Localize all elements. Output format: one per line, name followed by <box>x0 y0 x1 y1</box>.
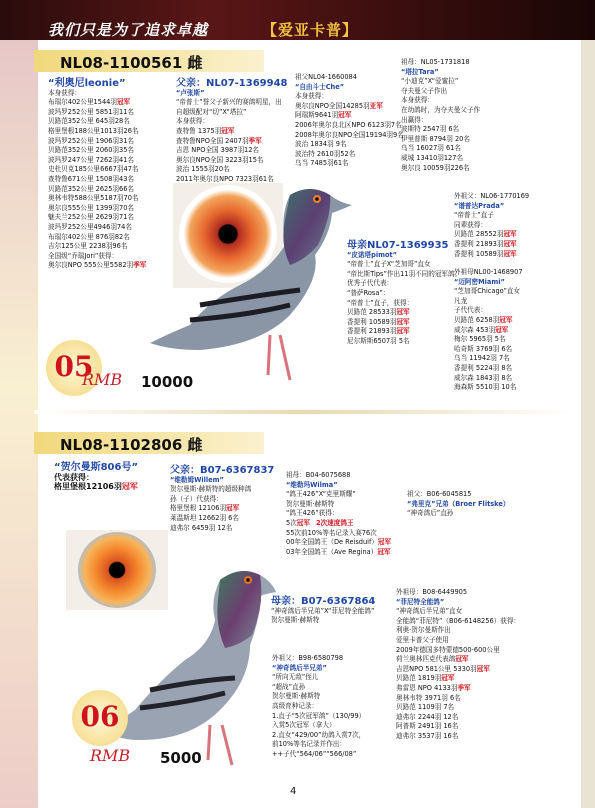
father-name: “卢张斯” <box>176 88 205 97</box>
record-text: 波治 1555羽20名 <box>176 165 230 174</box>
mother-sub2: “帝普士”直子，获得： <box>347 298 414 307</box>
record-text: 威城 13410羽127名 <box>401 153 464 162</box>
b2-mgf-desc: “所向无敌”侄儿 <box>272 673 319 682</box>
left-decoration <box>0 40 38 808</box>
ring-band-1 <box>34 50 264 72</box>
b2-gm-name: “弗里克”兄弟（Broer Flitske） <box>407 499 510 508</box>
currency-label-2: RMB <box>90 746 131 765</box>
record-text: 尼尔斯斯6507羽 5名 <box>347 336 410 345</box>
father-title: 父亲：NL07-1369948 <box>176 78 288 89</box>
mgm-wins-list <box>454 316 523 393</box>
record-line <box>396 665 520 675</box>
record-text: 贝路范352公里 2625羽66名 <box>48 184 135 193</box>
b2-father-wins-list <box>170 504 274 533</box>
record-text: 波玛罗252公里4946羽74名 <box>48 222 132 231</box>
record-text: 查特鲁 1375羽 <box>176 126 222 135</box>
bird1-father <box>176 79 288 185</box>
record-line <box>401 154 480 164</box>
price-2: 5000 <box>160 749 202 767</box>
record-rank: 冠军 <box>476 664 490 673</box>
record-text: 史杜贝克185公里6667羽47名 <box>48 165 139 174</box>
b2-father-desc: 贺尔曼斯·赫斯特的超级种鸽 <box>170 485 252 494</box>
record-line: 1.直子“5次冠军鸽”（130/99） <box>272 711 366 720</box>
record-line <box>454 230 529 240</box>
gf-title: 祖父NL04-1660084 <box>295 73 357 81</box>
record-line <box>295 111 404 121</box>
record-line <box>295 102 404 112</box>
record-text: 2008年奥尔良NPO全国19194羽9名 <box>295 130 404 139</box>
bird2-win: 格里堡根12106羽 <box>54 482 122 492</box>
record-text: 2006年奥尔良北区NPO 6123羽7名 <box>295 120 402 129</box>
record-rank: 冠军 <box>499 315 513 324</box>
record-text: 奥尔良NPO 555公里5582羽 <box>48 261 134 270</box>
record-line <box>454 364 523 374</box>
header-brand: 【爱亚卡普】 <box>262 21 359 39</box>
record-line <box>454 354 523 364</box>
record-line <box>401 135 480 145</box>
b2-father-title: 父亲：B07-6367837 <box>170 465 275 476</box>
record-line <box>48 233 146 243</box>
mother-title: 母亲NL07-1369935 <box>347 240 449 251</box>
bird2-maternal-grandmother <box>396 588 520 742</box>
lot-number-2: 06 <box>80 700 120 733</box>
record-rank: 冠军 <box>396 308 410 317</box>
bird2-info <box>54 463 138 492</box>
record-text: 香提利 21893羽 <box>454 239 504 248</box>
father-desc2: 自超级配对“切”X“塔拉” <box>176 107 247 116</box>
record-rank: 冠军 <box>503 239 517 248</box>
record-line <box>286 538 391 548</box>
b2-mgm-desc5: 2009年德国多特蒙德500-600公里 <box>396 645 500 654</box>
record-line <box>454 345 523 355</box>
father-desc: “帝普士”誉父子新兴的赛鸽明星，出 <box>176 98 282 107</box>
bird1-maternal-grandfather <box>454 192 529 259</box>
record-text: 奥尔良 10059羽226名 <box>401 163 470 172</box>
record-text: 贝路范 28533羽 <box>347 308 397 317</box>
gf-wins-label: 本身获得： <box>295 92 328 101</box>
record-line <box>48 117 146 127</box>
mgm-note: 凡龙 <box>454 296 468 305</box>
record-text: 波玛罗252公里 5851羽11名 <box>48 107 135 116</box>
record-rank: 亚军 <box>369 101 383 110</box>
mgm-title: 外祖母NL00-1468907 <box>454 268 523 276</box>
b2-mgf-lines <box>272 712 365 760</box>
record-line <box>401 144 480 154</box>
mgf-name: “谱普达Prada” <box>454 201 505 210</box>
record-text: 贝路范352公里 2060羽35名 <box>48 146 135 155</box>
record-text: 魅夫兰252公里 2629羽71名 <box>48 213 135 222</box>
record-rank: 冠军 <box>338 111 352 120</box>
record-text: 香提利 21893羽 <box>347 327 397 336</box>
record-text: 阿瑞斯9641羽 <box>295 111 339 120</box>
record-line: 2.直女“429/00”幼鸽入赏7次， <box>272 730 366 739</box>
record-rank: 冠军 <box>503 230 517 239</box>
record-line <box>396 722 520 732</box>
bird2-father <box>170 466 274 533</box>
record-line <box>295 150 404 160</box>
record-line <box>176 165 288 175</box>
father-wins-label: 本身获得： <box>176 117 209 126</box>
record-text: 查特鲁671公里 1508羽43名 <box>48 174 135 183</box>
record-text: 香提利 10589羽 <box>454 249 504 258</box>
record-rank: 冠军 <box>441 674 455 683</box>
b2-mgf-name: “神奇鸽后半兄弟” <box>272 663 327 672</box>
record-text: 5次 <box>286 518 297 527</box>
b2-gm-desc: “神奇鸽后”直孙 <box>407 509 454 518</box>
b2-mgm-desc3: 利奥·贺尔曼斯作出 <box>396 626 451 635</box>
bird1-info <box>48 79 146 271</box>
bird2-name: “贺尔曼斯806号” <box>54 462 139 473</box>
record-rank: 冠军 <box>377 547 391 556</box>
record-line <box>48 223 146 233</box>
b2-mother-desc2: 贺尔曼斯·赫斯特 <box>271 616 320 625</box>
bird2-grandmother <box>286 471 391 557</box>
gf-wins-list <box>295 102 404 169</box>
record-line <box>396 713 520 723</box>
b2-mgf-desc4: 高级育种记录： <box>272 701 319 710</box>
record-line <box>170 524 274 534</box>
record-text: 波治 1834羽 9名 <box>295 140 347 149</box>
gm-wins-label: 本身获得： <box>401 96 434 105</box>
record-text: 奥尔良555公里 1399羽70名 <box>48 203 135 212</box>
gm-name: “塔拉Tara” <box>401 67 439 76</box>
record-line <box>295 140 404 150</box>
record-text: 55次前10%等名记录入赛76次 <box>286 528 377 537</box>
record-text: 格里堡根 12106羽 <box>170 504 227 513</box>
bird2-win-rank: 冠军 <box>121 482 138 492</box>
right-margin <box>581 40 595 808</box>
record-line <box>170 504 274 514</box>
record-line <box>48 204 146 214</box>
record-text: 03年全国鸽王（Ave Regina） <box>286 547 378 556</box>
b2-gf-title: 祖母：B04-6075688 <box>286 471 351 479</box>
b2-mgm-desc6-rank: 冠军 <box>455 655 469 664</box>
gm-note3: 出赢得： <box>401 115 428 124</box>
bird2-wins-label: 代表获得： <box>54 472 94 482</box>
record-line <box>454 383 523 393</box>
record-line <box>176 127 288 137</box>
section-divider <box>34 410 579 414</box>
record-line <box>454 240 529 250</box>
bird2-grandfather <box>407 490 509 519</box>
record-text: 弗雷恩 NPO 4133羽 <box>396 683 458 692</box>
b2-mgm-desc4: 爱里卡普父子使用 <box>396 635 449 644</box>
record-rank: 季军 <box>133 261 147 270</box>
bird2-mother <box>271 597 375 626</box>
record-text: 波玛罗252公里 1906羽31名 <box>48 136 135 145</box>
record-line <box>286 519 391 529</box>
mgm-note2: 子代代表： <box>454 306 487 315</box>
record-text: 波斯特 2547羽 6名 <box>401 125 460 134</box>
mother-name: “皮诺塔pimot” <box>347 250 397 259</box>
bird1-grandfather <box>295 73 404 169</box>
record-line <box>48 98 146 108</box>
record-rank: 冠军 <box>116 98 131 107</box>
record-line <box>396 674 520 684</box>
record-line <box>347 327 461 337</box>
mgf-desc: “帝普士”直子 <box>454 211 494 220</box>
b2-mgm-desc6: 荷兰奥林匹克代表鸽 <box>396 655 456 664</box>
record-line <box>176 156 288 166</box>
record-rank: 冠军 <box>396 327 410 336</box>
record-line: ++子代“564/06”“566/08” <box>272 749 357 758</box>
record-line <box>454 326 523 336</box>
b2-mother-desc: “神奇鸽后半兄弟”X“菲尼特全能鸽” <box>271 606 375 615</box>
record-text: 00年全国鸽王（De Reisduif） <box>286 538 378 547</box>
currency-label-1: RMB <box>82 370 123 389</box>
b2-mgf-desc3: 贺尔曼斯·赫斯特 <box>272 692 321 701</box>
gm-wins-list <box>401 125 480 173</box>
mgf-wins-list <box>454 230 529 259</box>
record-text: 迪弗尔 3537羽 16名 <box>396 731 459 740</box>
record-line <box>176 146 288 156</box>
b2-gm-title: 祖父：B06-6045815 <box>407 490 472 498</box>
record-text: 波治特 2610羽52名 <box>295 149 356 158</box>
record-text: 全国级“乔瑞Jori”获得： <box>48 251 119 260</box>
bird1-grandmother <box>401 58 480 173</box>
record-line <box>48 146 146 156</box>
header-slogan: 我们只是为了追求卓越 <box>48 21 209 39</box>
record-text: 梅尔 5965羽 5名 <box>454 335 506 344</box>
record-line <box>396 694 520 704</box>
gm-note: 夺夫曼父子作出 <box>401 86 448 95</box>
lot-number-badge-2 <box>72 690 128 746</box>
record-text: 贝路范 6258羽 <box>454 315 500 324</box>
record-text: 2011年奥尔良NPO 7323羽61名 <box>176 174 274 183</box>
mother-wins-list <box>347 308 461 346</box>
record-line <box>454 374 523 384</box>
record-text: 莱温斯坦 12662羽 6名 <box>170 513 239 522</box>
record-line <box>48 175 146 185</box>
record-line: 入赏5次冠军（拿大） <box>272 721 336 730</box>
record-line <box>48 165 146 175</box>
b2-father-name: “维勒姆Willem” <box>170 475 224 484</box>
record-line <box>48 156 146 166</box>
record-line <box>454 335 523 345</box>
mother-note2: 优秀子代代表： <box>347 279 394 288</box>
b2-gf-desc2: 贺尔曼斯·赫斯特 <box>286 499 335 508</box>
b2-mgm-desc2: 全能鸽“菲尼特”（B06-6148256）获得： <box>396 616 521 625</box>
record-line <box>286 529 391 539</box>
record-text: 贝路范 28552羽 <box>454 230 504 239</box>
record-line <box>454 316 523 326</box>
record-rank: 冠军 <box>396 317 410 326</box>
record-line <box>286 548 391 558</box>
record-text: 香提利 10589羽 <box>347 317 397 326</box>
record-line <box>48 137 146 147</box>
record-text: 乌当 16027羽 61名 <box>401 144 461 153</box>
price-1: 10000 <box>141 373 194 391</box>
mgf-title: 外祖父：NL06-1770169 <box>454 192 530 200</box>
record-text: 布瑞尔402公里 876羽82名 <box>48 232 130 241</box>
record-text: 吉恩NPO 581公里 5330羽 <box>396 664 477 673</box>
record-text: 布瑞尔402公里1544羽 <box>48 98 117 107</box>
gf-name: “自由斗士Che” <box>295 82 345 91</box>
bird1-wins-list <box>48 98 146 271</box>
record-text: 威尔森 1843羽 8名 <box>454 373 513 382</box>
record-text: 乌当 11942羽 7名 <box>454 354 510 363</box>
record-text: 奥林韦特588公里5187羽70名 <box>48 194 139 203</box>
record-line <box>176 137 288 147</box>
record-line <box>48 242 146 252</box>
record-text: 迪弗尔 6459羽 12名 <box>170 523 233 532</box>
record-line <box>48 252 146 262</box>
lot-number-1: 05 <box>54 350 94 383</box>
b2-mgm-wins-list <box>396 665 520 742</box>
gm-desc: “小迪克”X“爱蜜拉” <box>401 77 459 86</box>
b2-gf-desc3: “鸽王426”获得： <box>286 509 339 518</box>
record-text: 乌当 7485羽61名 <box>295 159 349 168</box>
b2-mgf-title: 外祖父：B98-6580798 <box>272 654 344 662</box>
record-text: 贝路范 1819羽 <box>396 674 442 683</box>
b2-mother-title: 母亲：B07-6367864 <box>271 596 376 607</box>
record-text: 奥林韦特 3971羽 6名 <box>396 693 461 702</box>
record-line <box>347 337 461 347</box>
bird1-name: “利奥尼leonie” <box>48 78 126 89</box>
record-text: 阿普斯 2491羽 16名 <box>396 722 459 731</box>
record-rank: 冠军 <box>495 325 509 334</box>
record-line <box>48 213 146 223</box>
record-rank: 冠军 <box>226 504 240 513</box>
pigeon-photo-2 <box>100 560 300 770</box>
record-line <box>295 121 404 131</box>
record-line <box>48 185 146 195</box>
gm-title: 祖母：NL05-1731818 <box>401 58 470 66</box>
bird2-maternal-grandfather <box>272 654 365 760</box>
record-line <box>396 703 520 713</box>
record-text: 威尔森 453羽 <box>454 325 496 334</box>
pigeon-photo-1 <box>140 175 370 395</box>
b2-mgf-desc2: “超战”直孙 <box>272 682 306 691</box>
record-line <box>48 108 146 118</box>
b2-gf-desc: “鸽王426”X“克里斯耀” <box>286 490 356 499</box>
record-text: 迪弗尔 2244羽 12名 <box>396 712 459 721</box>
record-line <box>396 684 520 694</box>
ring-number-1: NL08-1100561 雌 <box>60 54 203 72</box>
record-text: 香提利 5224羽 8名 <box>454 363 513 372</box>
mgm-name: “迈阿密Miami” <box>454 277 505 286</box>
record-line <box>295 159 404 169</box>
record-rank: 季军 <box>248 136 262 145</box>
page-number: 4 <box>290 786 297 797</box>
record-rank: 季军 <box>457 683 471 692</box>
b2-gf-name: “维勒玛Wilma” <box>286 480 338 489</box>
record-line <box>347 308 461 318</box>
record-rank: 冠军 <box>221 126 235 135</box>
mother-note: “帝比斯Tips”作出11羽不同的冠军鸽。 <box>347 269 462 278</box>
record-line <box>454 250 529 260</box>
ring-number-2: NL08-1102806 雌 <box>60 436 203 454</box>
record-text: 哈奇斯 3769羽 6名 <box>454 344 513 353</box>
record-line <box>170 514 274 524</box>
mother-desc: “帝普士”直子X“芝加哥”直女 <box>347 260 431 269</box>
record-text: 贝路范 1109羽 7名 <box>396 703 455 712</box>
record-text: 奥尔良NPO全国 3223羽15名 <box>176 155 264 164</box>
record-rank: 冠军 <box>503 249 517 258</box>
record-text: 奥尔良NPO全国14285羽 <box>295 101 370 110</box>
record-text: 吉恩 NPO全国 3987羽12名 <box>176 146 260 155</box>
record-line <box>401 125 480 135</box>
b2-mgm-name: “菲尼特全能鸽” <box>396 597 445 606</box>
ring-band-2 <box>34 432 264 454</box>
mgf-note: 同辈获得： <box>454 220 487 229</box>
b2-mgm-title: 外祖母：B08-6449905 <box>396 588 468 596</box>
gm-note2: 在幼鸽时，为夺夫曼父子作 <box>401 105 481 114</box>
page-header <box>0 0 595 40</box>
record-text: 波玛罗247公里 7262羽41名 <box>48 155 135 164</box>
record-rank: 冠军 <box>377 538 392 547</box>
mgm-desc: “芝加哥Chicago”直女 <box>454 287 521 296</box>
record-line <box>401 164 480 174</box>
record-text: 查特鲁NPO全国 2407羽 <box>176 136 249 145</box>
record-line <box>396 732 520 742</box>
record-rank: 冠军 <box>296 518 310 527</box>
record-line <box>48 261 146 271</box>
mother-sub: “普萨Rosa”： <box>347 288 390 297</box>
record-text: 海森斯 5510羽 10名 <box>454 383 517 392</box>
record-text: 贝路范352公里 645羽28名 <box>48 117 130 126</box>
record-line <box>48 127 146 137</box>
b2-father-desc2: 孙（子）代获得： <box>170 494 223 503</box>
record-text: 伊里普斯 8794羽 20名 <box>401 134 470 143</box>
record-line <box>295 131 404 141</box>
record-line <box>347 318 461 328</box>
record-text: 格里堡根188公里1013羽26名 <box>48 126 139 135</box>
bird1-mother <box>347 241 461 347</box>
b2-mgm-desc: “神奇鸽后半兄弟”直女 <box>396 607 463 616</box>
record-text: 吉尔125公里 2238羽96名 <box>48 242 128 251</box>
record-line: 前10%等名记录并作出： <box>272 740 346 749</box>
bird1-maternal-grandmother <box>454 268 523 393</box>
bird1-wins-label: 本身获得： <box>48 88 81 97</box>
record-extra: 2次速度鸽王 <box>315 518 354 527</box>
record-line <box>48 194 146 204</box>
b2-gf-wins-list <box>286 519 391 557</box>
